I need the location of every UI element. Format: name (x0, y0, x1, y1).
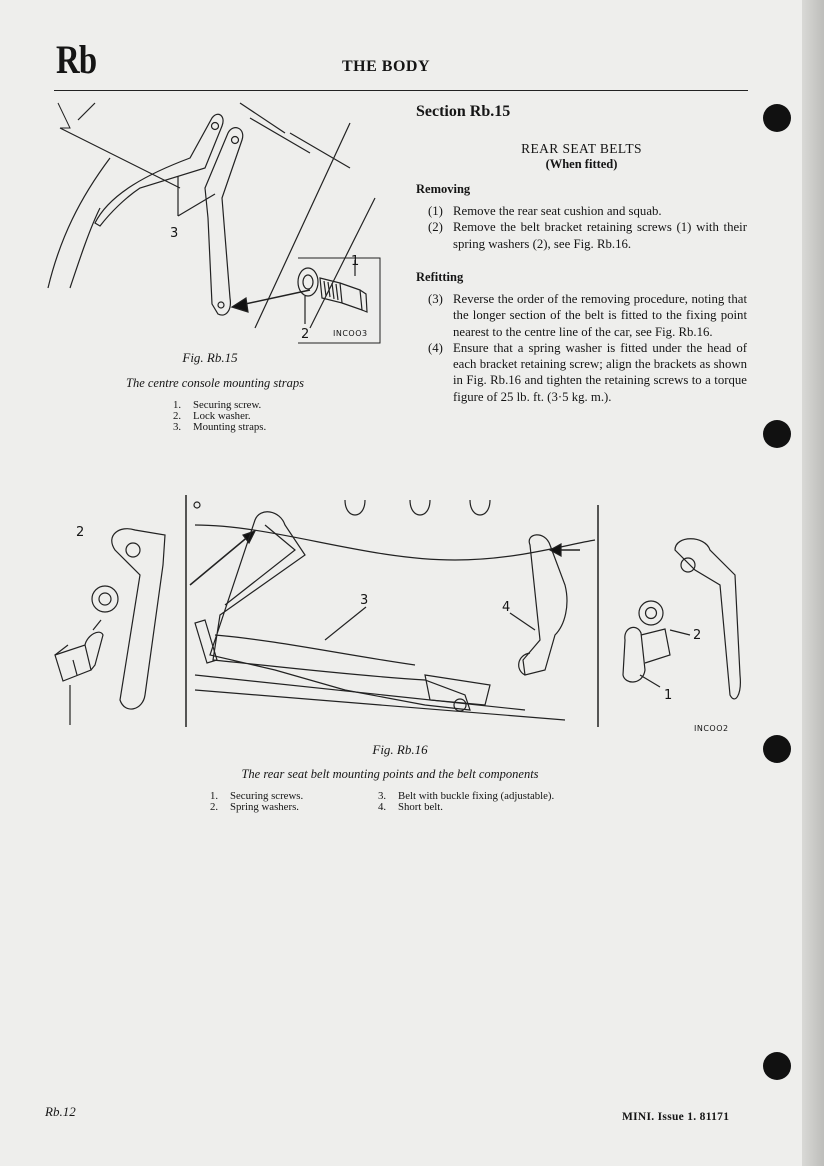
procedure-subtitle: (When fitted) (545, 157, 618, 171)
fig16-callout-1-right: 1 (664, 688, 673, 703)
refitting-heading: Refitting (416, 270, 464, 284)
fig15-callout-3: 3 (170, 226, 179, 241)
section-heading: Section Rb.15 (416, 103, 511, 120)
fig15-title: The centre console mounting straps (126, 376, 304, 390)
legend-item: 2. Spring washers. (210, 801, 299, 813)
legend-item: 2. Lock washer. (173, 410, 251, 422)
step-number: (1) (428, 204, 443, 218)
section-letter: Rb (56, 37, 97, 82)
step-number: (2) (428, 220, 443, 235)
legend-item: 3. Mounting straps. (173, 421, 267, 433)
fig16-legend-left (210, 791, 303, 813)
legend-item: 4. Short belt. (378, 801, 443, 813)
fig16-legend-right (378, 791, 554, 813)
punch-hole (763, 1052, 791, 1080)
page-number: Rb.12 (45, 1104, 76, 1119)
fig16-caption: Fig. Rb.16 (372, 742, 428, 757)
fig16-title: The rear seat belt mounting points and the belt components (241, 767, 539, 781)
header-rule (54, 90, 748, 91)
fig15-illustration (40, 98, 385, 348)
step-text: Reverse the order of the removing procedure, noting that the longer section of the belt is fitted to the fixing point nearest to the centre line of the car, see Fig. Rb.16. (453, 292, 747, 339)
procedure-step (428, 203, 747, 219)
procedure-step (428, 340, 747, 405)
procedure-title: REAR SEAT BELTS (521, 141, 642, 156)
step-text: Ensure that a spring washer is fitted under the head of each bracket retaining screw; align the brackets as shown in Fig. Rb.16 and tighten the retaining screws to a torque figure of 25 lb. ft. (3·5 kg. m.). (453, 340, 747, 404)
page-edge (802, 0, 824, 1166)
fig16-callout-2-left: 2 (76, 525, 85, 540)
step-text: Remove the belt bracket retaining screws (1) with their spring washers (2), see Fig. Rb.16. (453, 220, 747, 251)
fig16-illustration (45, 495, 745, 735)
fig15-legend (173, 400, 266, 433)
fig15-callout-1: 1 (351, 254, 360, 269)
fig16-ref-code: INCOO2 (694, 724, 729, 733)
procedure-step (428, 219, 747, 252)
issue-info: MINI. Issue 1. 81171 (622, 1111, 730, 1123)
removing-heading: Removing (416, 182, 471, 196)
legend-item: 1. Securing screw. (173, 399, 262, 411)
header-title: THE BODY (342, 58, 431, 75)
punch-hole (763, 104, 791, 132)
step-number: (3) (428, 292, 443, 306)
removing-steps (428, 203, 747, 252)
fig16-callout-3: 3 (360, 593, 369, 608)
legend-item: 1. Securing screws. (210, 790, 304, 802)
fig16-callout-2-right: 2 (693, 628, 702, 643)
fig15-caption: Fig. Rb.15 (182, 350, 238, 365)
step-text: Remove the rear seat cushion and squab. (453, 204, 662, 218)
fig15-ref-code: INCOO3 (333, 329, 368, 338)
fig16-callout-4: 4 (502, 600, 511, 615)
punch-hole (763, 735, 791, 763)
legend-item: 3. Belt with buckle fixing (adjustable). (378, 790, 555, 802)
step-number: (4) (428, 340, 443, 355)
fig15-callout-2: 2 (301, 327, 310, 342)
procedure-step (428, 291, 747, 340)
punch-hole (763, 420, 791, 448)
refitting-steps (428, 291, 747, 405)
